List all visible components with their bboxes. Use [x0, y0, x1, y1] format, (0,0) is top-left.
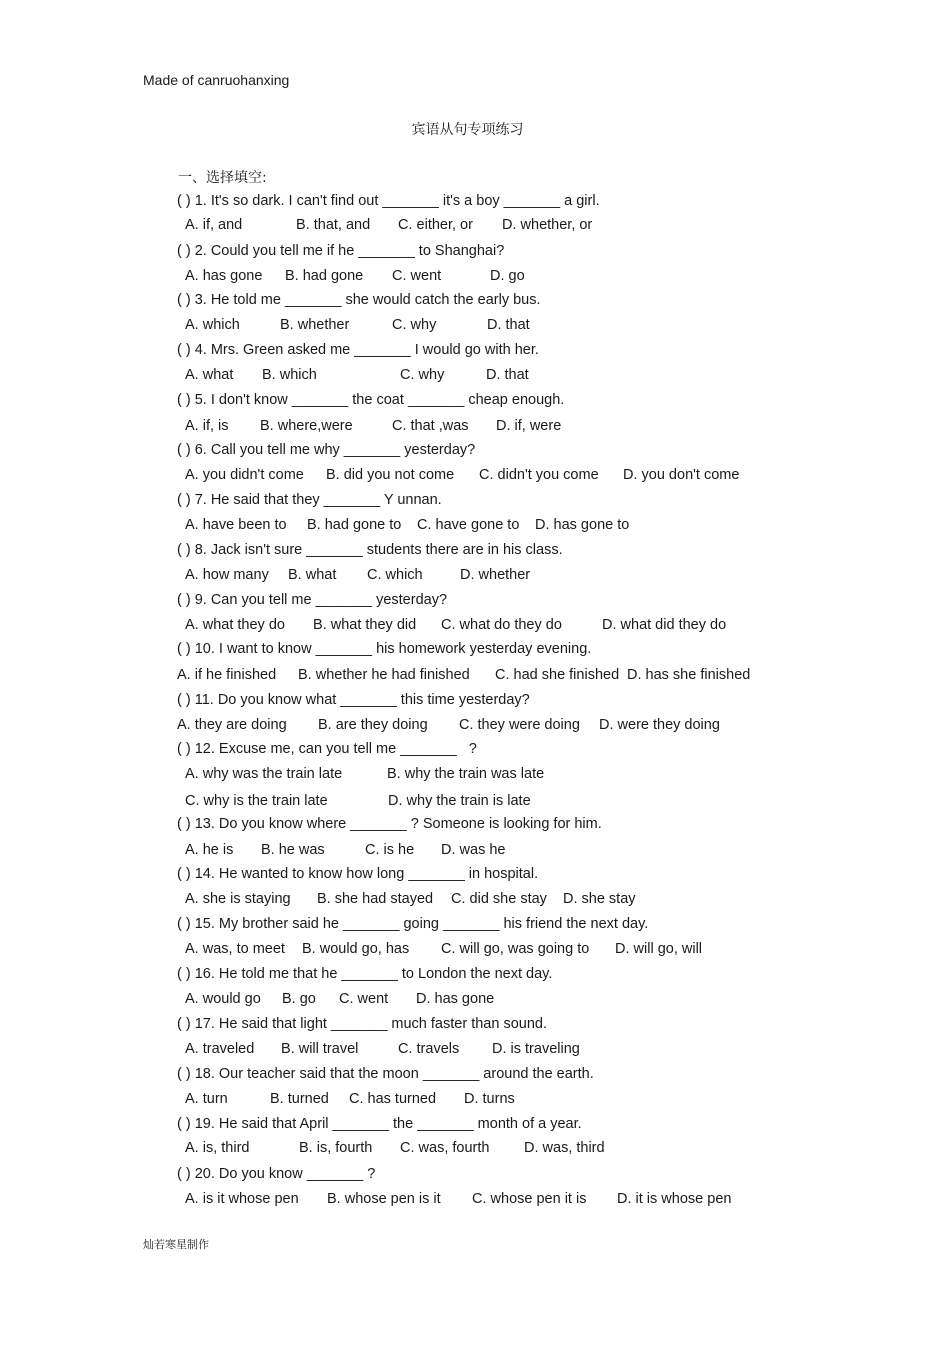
- answer-option-b: B. will travel: [281, 1041, 359, 1057]
- answer-option-a: A. would go: [185, 991, 261, 1007]
- answer-option-c: C. why: [392, 317, 437, 333]
- answer-option-d: D. whether, or: [502, 217, 593, 233]
- answer-option-b: B. turned: [270, 1091, 329, 1107]
- answer-option-a: A. what: [185, 367, 234, 383]
- answer-option-d: D. is traveling: [492, 1041, 580, 1057]
- answer-option-a: A. is, third: [185, 1140, 250, 1156]
- answer-option-c: C. had she finished: [495, 667, 620, 683]
- footer-note: 灿若寒星制作: [143, 1238, 209, 1251]
- answer-option-b: B. had gone to: [307, 517, 402, 533]
- answer-option-b: B. what they did: [313, 617, 417, 633]
- answer-option-a: A. was, to meet: [185, 941, 285, 957]
- question-text: ( ) 15. My brother said he _______ going _______ his friend the next day.: [177, 916, 649, 932]
- answer-option-c: C. either, or: [398, 217, 473, 233]
- answer-option-b: B. she had stayed: [317, 891, 434, 907]
- answer-option-b: B. had gone: [285, 268, 364, 284]
- answer-option-c: C. have gone to: [417, 517, 520, 533]
- question-text: ( ) 19. He said that April _______ the _______ month of a year.: [177, 1116, 582, 1132]
- answer-option-b: B. is, fourth: [299, 1140, 373, 1156]
- answer-option-c: C. didn't you come: [479, 467, 599, 483]
- answer-option-d: D. whether: [460, 567, 531, 583]
- answer-option-c: C. is he: [365, 842, 415, 858]
- question-text: ( ) 1. It's so dark. I can't find out _______ it's a boy _______ a girl.: [177, 193, 600, 209]
- answer-option-c: C. went: [392, 268, 442, 284]
- question-text: ( ) 12. Excuse me, can you tell me _______ ?: [177, 741, 477, 757]
- answer-option-c: C. will go, was going to: [441, 941, 590, 957]
- question-text: ( ) 17. He said that light _______ much faster than sound.: [177, 1016, 547, 1032]
- question-text: ( ) 18. Our teacher said that the moon _______ around the earth.: [177, 1066, 594, 1082]
- answer-option-a: A. they are doing: [177, 717, 287, 733]
- answer-option-d: D. go: [490, 268, 525, 284]
- answer-option-b: B. that, and: [296, 217, 371, 233]
- answer-option-a: A. she is staying: [185, 891, 291, 907]
- answer-option-a: A. how many: [185, 567, 269, 583]
- answer-option-a: A. traveled: [185, 1041, 255, 1057]
- answer-option-d: D. why the train is late: [388, 793, 531, 809]
- answer-option-b: B. did you not come: [326, 467, 455, 483]
- answer-option-a: A. what they do: [185, 617, 285, 633]
- answer-option-a: A. turn: [185, 1091, 228, 1107]
- question-text: ( ) 3. He told me _______ she would catch the early bus.: [177, 292, 541, 308]
- answer-option-a: A. if, is: [185, 418, 229, 434]
- answer-option-d: D. you don't come: [623, 467, 740, 483]
- answer-option-d: D. that: [487, 317, 530, 333]
- answer-option-c: C. what do they do: [441, 617, 562, 633]
- question-text: ( ) 7. He said that they _______ Y unnan.: [177, 492, 442, 508]
- answer-option-b: B. would go, has: [302, 941, 410, 957]
- answer-option-b: B. he was: [261, 842, 325, 858]
- question-text: ( ) 8. Jack isn't sure _______ students there are in his class.: [177, 542, 563, 558]
- answer-option-d: D. has she finished: [627, 667, 751, 683]
- question-text: ( ) 16. He told me that he _______ to London the next day.: [177, 966, 553, 982]
- question-text: ( ) 11. Do you know what _______ this time yesterday?: [177, 692, 530, 708]
- answer-option-d: D. were they doing: [599, 717, 720, 733]
- answer-option-a: A. is it whose pen: [185, 1191, 299, 1207]
- answer-option-d: D. was he: [441, 842, 506, 858]
- question-text: ( ) 20. Do you know _______ ?: [177, 1166, 376, 1182]
- answer-option-b: B. whether he had finished: [298, 667, 470, 683]
- answer-option-a: A. why was the train late: [185, 766, 343, 782]
- answer-option-d: D. turns: [464, 1091, 515, 1107]
- answer-option-d: D. she stay: [563, 891, 636, 907]
- answer-option-b: B. why the train was late: [387, 766, 545, 782]
- answer-option-c: C. which: [367, 567, 423, 583]
- answer-option-b: B. whose pen is it: [327, 1191, 441, 1207]
- answer-option-b: B. where,were: [260, 418, 353, 434]
- question-text: ( ) 5. I don't know _______ the coat _______ cheap enough.: [177, 392, 565, 408]
- question-text: ( ) 2. Could you tell me if he _______ to Shanghai?: [177, 243, 505, 259]
- answer-option-c: C. travels: [398, 1041, 460, 1057]
- answer-option-a: A. have been to: [185, 517, 287, 533]
- question-text: ( ) 6. Call you tell me why _______ yesterday?: [177, 442, 476, 458]
- answer-option-d: D. has gone to: [535, 517, 630, 533]
- answer-option-d: D. has gone: [416, 991, 495, 1007]
- answer-option-b: B. are they doing: [318, 717, 428, 733]
- answer-option-a: A. which: [185, 317, 240, 333]
- question-text: ( ) 10. I want to know _______ his homework yesterday evening.: [177, 641, 592, 657]
- answer-option-b: B. go: [282, 991, 316, 1007]
- question-text: ( ) 13. Do you know where _______ ? Someone is looking for him.: [177, 816, 602, 832]
- answer-option-c: C. they were doing: [459, 717, 580, 733]
- answer-option-b: B. which: [262, 367, 317, 383]
- answer-option-c: C. why is the train late: [185, 793, 328, 809]
- header-note: Made of canruohanxing: [143, 72, 290, 88]
- page-title: 宾语从句专项练习: [411, 122, 524, 138]
- answer-option-a: A. if, and: [185, 217, 243, 233]
- answer-option-c: C. that ,was: [392, 418, 469, 434]
- answer-option-d: D. will go, will: [615, 941, 703, 957]
- answer-option-d: D. what did they do: [602, 617, 727, 633]
- answer-option-d: D. if, were: [496, 418, 562, 434]
- answer-option-a: A. he is: [185, 842, 234, 858]
- answer-option-c: C. why: [400, 367, 445, 383]
- question-text: ( ) 14. He wanted to know how long _______ in hospital.: [177, 866, 539, 882]
- answer-option-a: A. you didn't come: [185, 467, 304, 483]
- section-heading: 一、选择填空:: [178, 170, 267, 186]
- answer-option-b: B. whether: [280, 317, 350, 333]
- answer-option-a: A. if he finished: [177, 667, 277, 683]
- question-text: ( ) 4. Mrs. Green asked me _______ I would go with her.: [177, 342, 539, 358]
- question-text: ( ) 9. Can you tell me _______ yesterday?: [177, 592, 448, 608]
- answer-option-c: C. was, fourth: [400, 1140, 490, 1156]
- answer-option-b: B. what: [288, 567, 337, 583]
- answer-option-c: C. went: [339, 991, 389, 1007]
- answer-option-d: D. that: [486, 367, 529, 383]
- answer-option-a: A. has gone: [185, 268, 263, 284]
- answer-option-c: C. did she stay: [451, 891, 547, 907]
- answer-option-d: D. was, third: [524, 1140, 605, 1156]
- answer-option-d: D. it is whose pen: [617, 1191, 732, 1207]
- answer-option-c: C. has turned: [349, 1091, 437, 1107]
- answer-option-c: C. whose pen it is: [472, 1191, 587, 1207]
